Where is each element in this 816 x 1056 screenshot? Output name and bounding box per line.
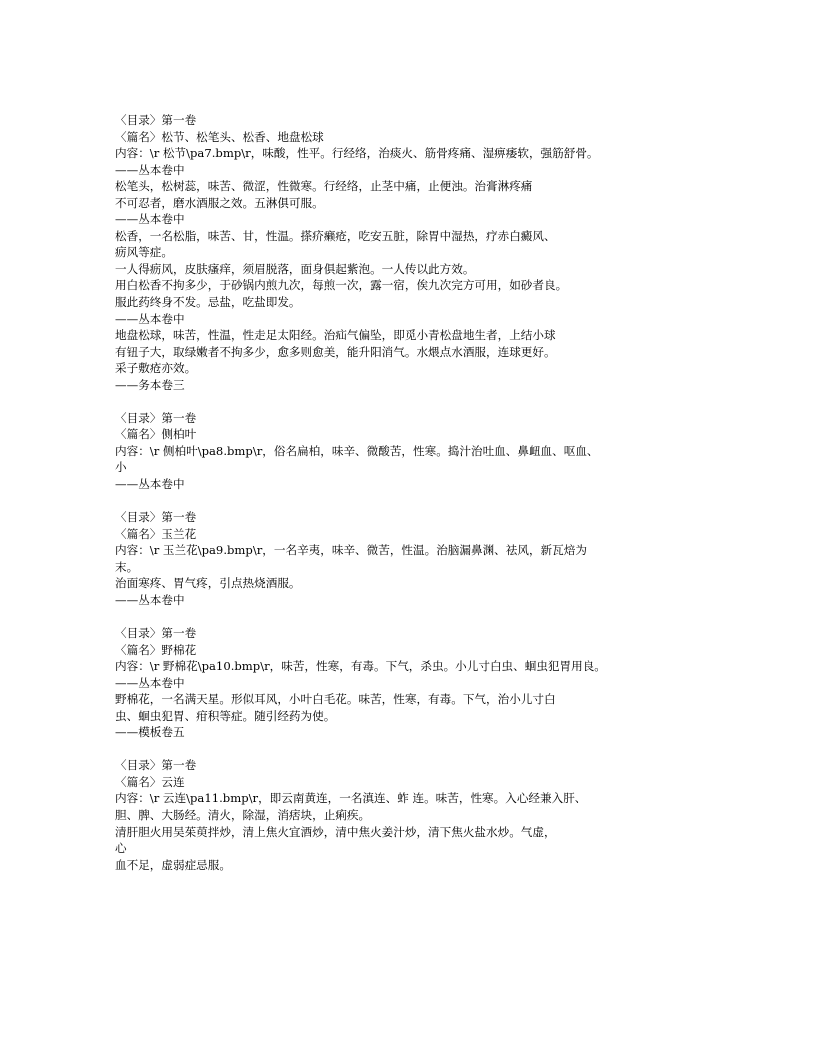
title-line: 〈篇名〉玉兰花 <box>115 526 197 541</box>
content-line: 用白松香不拘多少，于砂锅内煎九次，每煎一次，露一宿，俟九次完方可用，如砂者良。 <box>115 278 568 293</box>
content-line: 内容：\r 松节\pa7.bmp\r，味酸，性平。行经络，治痰火、筋骨疼痛、湿痹痿软，强筋舒骨。 <box>115 146 599 161</box>
source-attribution: ——丛本卷中 <box>115 212 185 227</box>
title-line: 〈篇名〉侧柏叶 <box>115 427 197 442</box>
source-attribution: ——丛本卷中 <box>115 592 185 607</box>
content-line: 内容：\r 野棉花\pa10.bmp\r，味苦，性寒，有毒。下气，杀虫。小儿寸白虫、蛔虫犯胃用良。 <box>115 659 606 674</box>
title-line: 〈篇名〉松节、松笔头、松香、地盘松球 <box>115 129 324 144</box>
content-line: 虫、蛔虫犯胃、疳积等症。随引经药为使。 <box>115 708 336 723</box>
document-entry-yemianhua <box>115 625 735 741</box>
content-line: 治面寒疼、胃气疼，引点热烧酒服。 <box>115 576 301 591</box>
content-line: 末。 <box>115 559 139 574</box>
content-line: 胆、脾、大肠经。清火，除湿，消痞块，止痢疾。 <box>115 807 371 822</box>
catalog-line: 〈目录〉第一卷 <box>115 410 197 425</box>
document-entry-cebaiye <box>115 410 735 493</box>
content-line: 松香，一名松脂，味苦、甘，性温。搽疥癞疮，吃安五脏，除胃中湿热，疗赤白癜风、 <box>115 228 556 243</box>
source-attribution: ——丛本卷中 <box>115 477 185 492</box>
content-line: 服此药终身不发。忌盐，吃盐即发。 <box>115 295 301 310</box>
content-line: 心 <box>115 841 127 856</box>
content-line: 内容：\r 侧柏叶\pa8.bmp\r，俗名扁柏，味辛、微酸苦，性寒。捣汁治吐血、鼻衄血、呕血、 <box>115 443 599 458</box>
title-line: 〈篇名〉野棉花 <box>115 642 197 657</box>
catalog-line: 〈目录〉第一卷 <box>115 113 197 127</box>
content-line: 地盘松球，味苦，性温，性走足太阳经。治疝气偏坠，即觅小青松盘地生者，上结小球 <box>115 328 556 343</box>
source-attribution: ——务本卷三 <box>115 377 185 392</box>
entry-separator <box>115 493 735 510</box>
catalog-line: 〈目录〉第一卷 <box>115 510 197 525</box>
document-text-body <box>115 112 735 873</box>
catalog-line: 〈目录〉第一卷 <box>115 758 197 773</box>
content-line: 一人得疬风，皮肤瘙痒，须眉脱落，面身俱起紫泡。一人传以此方效。 <box>115 261 475 276</box>
content-line: 采子敷疮亦效。 <box>115 361 197 376</box>
source-attribution: ——丛本卷中 <box>115 675 185 690</box>
entry-separator <box>115 608 735 625</box>
content-line: 内容：\r 玉兰花\pa9.bmp\r，一名辛夷，味辛、微苦，性温。治脑漏鼻渊、祛风，新瓦焙为 <box>115 543 587 558</box>
document-entry-yunlian <box>115 757 735 873</box>
content-line: 清肝胆火用吴茱萸拌炒，清上焦火宜酒炒，清中焦火姜汁炒，清下焦火盐水炒。气虚， <box>115 824 556 839</box>
document-entry-yulanhua <box>115 509 735 608</box>
content-line: 不可忍者，磨水酒服之效。五淋俱可服。 <box>115 195 324 210</box>
content-line: 血不足，虚弱症忌服。 <box>115 857 231 872</box>
content-line: 野棉花，一名满天星。形似耳风，小叶白毛花。味苦，性寒，有毒。下气，治小儿寸白 <box>115 692 556 707</box>
title-line: 〈篇名〉云连 <box>115 774 185 789</box>
content-line: 有钮子大，取绿嫩者不拘多少，愈多则愈美，能升阳消气。水煨点水酒服，连球更好。 <box>115 344 556 359</box>
content-line: 内容：\r 云连\pa11.bmp\r，即云南黄连，一名滇连、蚱 连。味苦，性寒。入心经兼入肝、 <box>115 791 587 806</box>
source-attribution: ——丛本卷中 <box>115 162 185 177</box>
entry-separator <box>115 393 735 410</box>
catalog-line: 〈目录〉第一卷 <box>115 625 197 640</box>
source-attribution: ——丛本卷中 <box>115 311 185 326</box>
document-entry-songjie <box>115 112 735 393</box>
content-line: 疬风等症。 <box>115 245 173 260</box>
content-line: 小 <box>115 460 127 475</box>
content-line: 松笔头，松树蕊，味苦、微涩，性微寒。行经络，止茎中痛，止便浊。治膏淋疼痛 <box>115 179 533 194</box>
entry-separator <box>115 741 735 758</box>
source-attribution: ——模板卷五 <box>115 725 185 740</box>
